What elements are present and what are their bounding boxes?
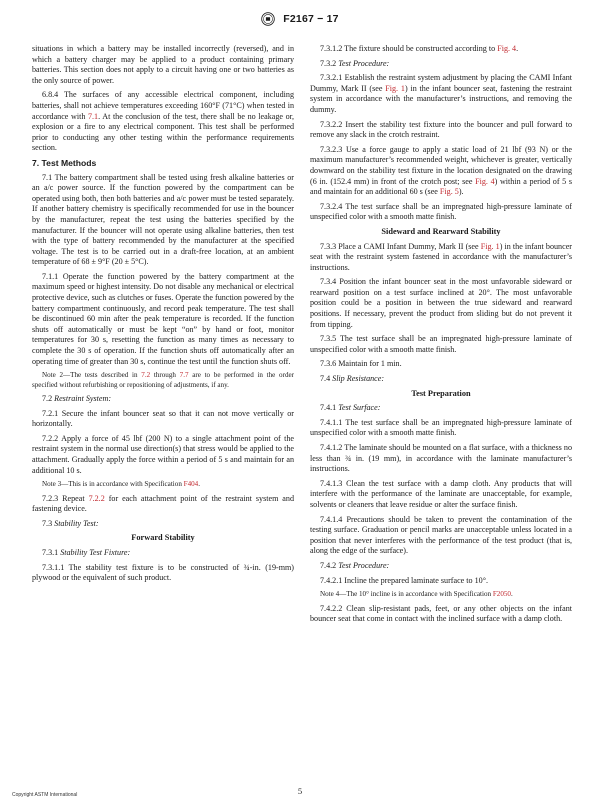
left-column: [32, 44, 294, 588]
ref-7-2-link[interactable]: 7.2: [141, 371, 151, 380]
note-3: Note 3—This is in accordance with Specification F404.: [42, 480, 201, 489]
ref-7-7-link[interactable]: 7.7: [179, 371, 189, 380]
paragraph-7-3-1: 7.3.1 Stability Test Fixture:: [42, 547, 131, 557]
paragraph-7-4-1-1: 7.4.1.1 The test surface shall be an impregnated high-pressure laminate of unspecified color with a smooth matte finish.: [310, 417, 572, 438]
section-heading-test-methods: 7. Test Methods: [32, 157, 97, 168]
ref-fig-1-link[interactable]: Fig. 1: [385, 83, 405, 93]
ref-f404-link[interactable]: F404: [183, 480, 199, 489]
note-4: Note 4—The 10° incline is in accordance with Specification F2050.: [320, 590, 513, 599]
paragraph-7-4-1-3: 7.4.1.3 Clean the test surface with a damp cloth. Any products that will interfere with the performance of the laminate are unacceptable, for example, solvents or cleaners that leave residue or alter the surface finish.: [310, 478, 572, 509]
ref-7-1-link[interactable]: 7.1: [87, 111, 99, 121]
paragraph-7-3-1-1: 7.3.1.1 The stability test fixture is to be constructed of ¾-in. (19-mm) plywood or the equivalent of such product.: [32, 562, 294, 583]
paragraph-7-4-2-2: 7.4.2.2 Clean slip-resistant pads, feet, or any other objects on the infant bouncer seat that come in contact with the inclined surface with a damp cloth.: [310, 603, 572, 624]
subheading-test-preparation: Test Preparation: [411, 388, 471, 398]
paragraph-7-2-1: 7.2.1 Secure the infant bouncer seat so that it can not move vertically or horizontally.: [32, 408, 294, 429]
paragraph-7-4-1-2: 7.4.1.2 The laminate should be mounted on a flat surface, with a thickness no less than ¾ in. (19 mm), in accordance with the laminate manufacturer’s instructions.: [310, 443, 572, 474]
paragraph-7-1-1: 7.1.1 Operate the function powered by the battery compartment at the maximum speed or highest intensity. Do not disable any mechanical or electrical protective device, such as clutches or fuses. Operate the function powered by the battery compartment continuously, and record peak temperature. The test shall be discontinued 60 min after the peak temperature is recorded. If the function shuts off automatically or must be kept “on” by hand or foot, monitor temperatures for 30 s, resetting the function as many times as necessary to complete the 30 s of operation. If the function shuts off automatically after an operating time of greater than 30 s, continue the test until the function shuts off.: [32, 271, 294, 366]
page-header: [0, 10, 600, 26]
paragraph-7-3-2-2: 7.3.2.2 Insert the stability test fixture into the bouncer and pull forward to remove any slack in the crotch restraint.: [310, 119, 572, 140]
ref-fig-1-link[interactable]: Fig. 1: [480, 241, 500, 251]
copyright-notice: Copyright ASTM International: [12, 792, 78, 798]
standard-designation: F2167 − 17: [283, 13, 339, 26]
ref-fig-4-link[interactable]: Fig. 4: [497, 44, 517, 53]
ref-7-2-2-link[interactable]: 7.2.2: [88, 493, 105, 503]
paragraph-7-4-1: 7.4.1 Test Surface:: [320, 403, 381, 413]
paragraph-7-4-2-1: 7.4.2.1 Incline the prepared laminate surface to 10°.: [320, 575, 488, 585]
note-2: Note 2—The tests described in 7.2 through 7.7 are to be performed in the order specified without refurbishing or repositioning of adjustments, if any.: [32, 371, 294, 389]
paragraph-7-3-1-2: 7.3.1.2 The fixture should be constructed according to Fig. 4.: [320, 44, 519, 53]
paragraph-7-2-2: 7.2.2 Apply a force of 45 lbf (200 N) to a single attachment point of the restraint system in the normal use direction(s) that stress would be applied to the attachment. Gradually apply the force within a period of 5 s and maintain for an additional 10 s.: [32, 433, 294, 475]
paragraph-7-3-2-3: 7.3.2.3 Use a force gauge to apply a static load of 21 lbf (93 N) or the maximum manufacturer’s recommended weight, whichever is greater, vertically downward on the stability test fixture in the location designated on the drawing (6 in. (152.4 mm) in front of the crotch post; see Fig. 4) within a period of 5 s and maintain for an additional 60 s (see Fig. 5).: [310, 144, 572, 197]
paragraph-7-3: 7.3 Stability Test:: [42, 518, 99, 528]
paragraph-7-3-5: 7.3.5 The test surface shall be an impregnated high-pressure laminate of unspecified color with a smooth matte finish.: [310, 334, 572, 354]
paragraph-6-8-4: 6.8.4 The surfaces of any accessible electrical component, including batteries, shall not achieve temperatures exceeding 160°F (71°C) when tested in accordance with 7.1. At the conclusion of the test, there shall be no leakage or, explosion or a fire to any electrical component. This test shall be performed prior to conducting any other testing within the performance requirements section.: [32, 90, 295, 153]
paragraph-7-3-2-4: 7.3.2.4 The test surface shall be an impregnated high-pressure laminate of unspecified color with a smooth matte finish.: [310, 201, 572, 222]
ref-f2050-link[interactable]: F2050: [492, 590, 511, 599]
paragraph-7-4: 7.4 Slip Resistance:: [320, 374, 385, 384]
paragraph-7-4-1-4: 7.4.1.4 Precautions should be taken to prevent the contamination of the testing surface. Graduation or pencil marks are unacceptable unless located in a position that never interferes with the performance of the test product (that is, along the edge of the surface).: [310, 514, 572, 556]
ref-fig-4-link[interactable]: Fig. 4: [475, 176, 495, 186]
astm-logo-icon: [261, 12, 275, 26]
paragraph-7-3-6: 7.3.6 Maintain for 1 min.: [320, 359, 402, 369]
paragraph-7-3-4: 7.3.4 Position the infant bouncer seat in the most unfavorable sideward or rearward position on a test surface inclined at 20°. The most unfavorable position could be a position in between the true sideward and rearward positions. If necessary, prevent the product from sliding but do not prevent it from tipping.: [310, 277, 572, 329]
paragraph-7-2-3: 7.2.3 Repeat 7.2.2 for each attachment point of the restraint system and fastening device.: [32, 493, 294, 514]
continued-paragraph: situations in which a battery may be installed incorrectly (reversed), and in which a battery charger may be applied to a product containing primary batteries. This section does not apply to a circuit having one or two batteries as the only source of power.: [32, 44, 294, 85]
paragraph-7-1: 7.1 The battery compartment shall be tested using fresh alkaline batteries or an a/c power source. If the function powered by the compartment can be operated using both, then both batteries and a/c power must be tested separately. If another battery chemistry is specifically recommended for use in the bouncer by the manufacturer, repeat the test using the batteries specified by the manufacturer. If the bouncer will not operate using alkaline batteries, then test with the type of battery recommended by the manufacturer at the specified voltage. The test is to be carried out in a draft-free location, at an ambient temperature of 68 ± 9°F (20 ± 5°C).: [32, 172, 294, 267]
paragraph-7-3-3: 7.3.3 Place a CAMI Infant Dummy, Mark II (see Fig. 1) in the infant bouncer seat with the restraint system fastened in accordance with the manufacturer’s instructions.: [310, 241, 572, 272]
subheading-sideward-rearward-stability: Sideward and Rearward Stability: [381, 226, 501, 236]
ref-fig-5-link[interactable]: Fig. 5: [439, 187, 459, 197]
page-number: 5: [297, 786, 303, 796]
paragraph-7-3-2-1: 7.3.2.1 Establish the restraint system adjustment by placing the CAMI Infant Dummy, Mark II (see Fig. 1) in the infant bouncer seat, fastening the restraint system in accordance with the manufacturer’s instructions, and removing the dummy.: [310, 73, 572, 114]
right-column: [310, 44, 572, 629]
paragraph-7-2: 7.2 Restraint System:: [42, 394, 112, 404]
paragraph-7-4-2: 7.4.2 Test Procedure:: [320, 560, 390, 570]
paragraph-7-3-2: 7.3.2 Test Procedure:: [320, 58, 390, 68]
subheading-forward-stability: Forward Stability: [131, 533, 195, 543]
